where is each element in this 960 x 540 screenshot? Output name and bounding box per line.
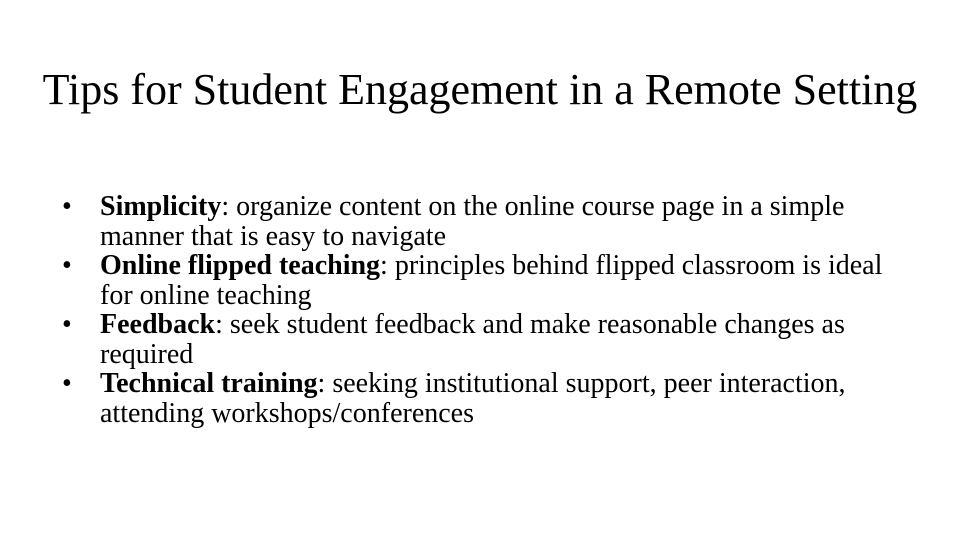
bullet-term: Technical training bbox=[100, 368, 318, 399]
bullet-text: : seek student feedback and make reasonable changes as required bbox=[100, 309, 845, 370]
bullet-icon: • bbox=[62, 309, 72, 340]
bullet-item-simplicity bbox=[62, 192, 922, 251]
bullet-term: Feedback bbox=[100, 309, 216, 340]
bullet-text: : seeking institutional support, peer interaction, attending workshops/conferences bbox=[100, 368, 846, 429]
slide-title: Tips for Student Engagement in a Remote Setting bbox=[42, 65, 918, 114]
bullet-list bbox=[62, 192, 922, 428]
bullet-item-feedback bbox=[62, 310, 922, 369]
bullet-item-online-flipped-teaching bbox=[62, 251, 922, 310]
bullet-icon: • bbox=[62, 250, 72, 281]
bullet-icon: • bbox=[62, 368, 72, 399]
bullet-term: Online flipped teaching bbox=[100, 250, 381, 281]
bullet-item-technical-training bbox=[62, 369, 922, 428]
bullet-icon: • bbox=[62, 191, 72, 222]
bullet-text: : organize content on the online course page in a simple manner that is easy to navigate bbox=[100, 191, 845, 252]
bullet-term: Simplicity bbox=[100, 191, 222, 222]
bullet-text: : principles behind flipped classroom is ideal for online teaching bbox=[100, 250, 883, 311]
